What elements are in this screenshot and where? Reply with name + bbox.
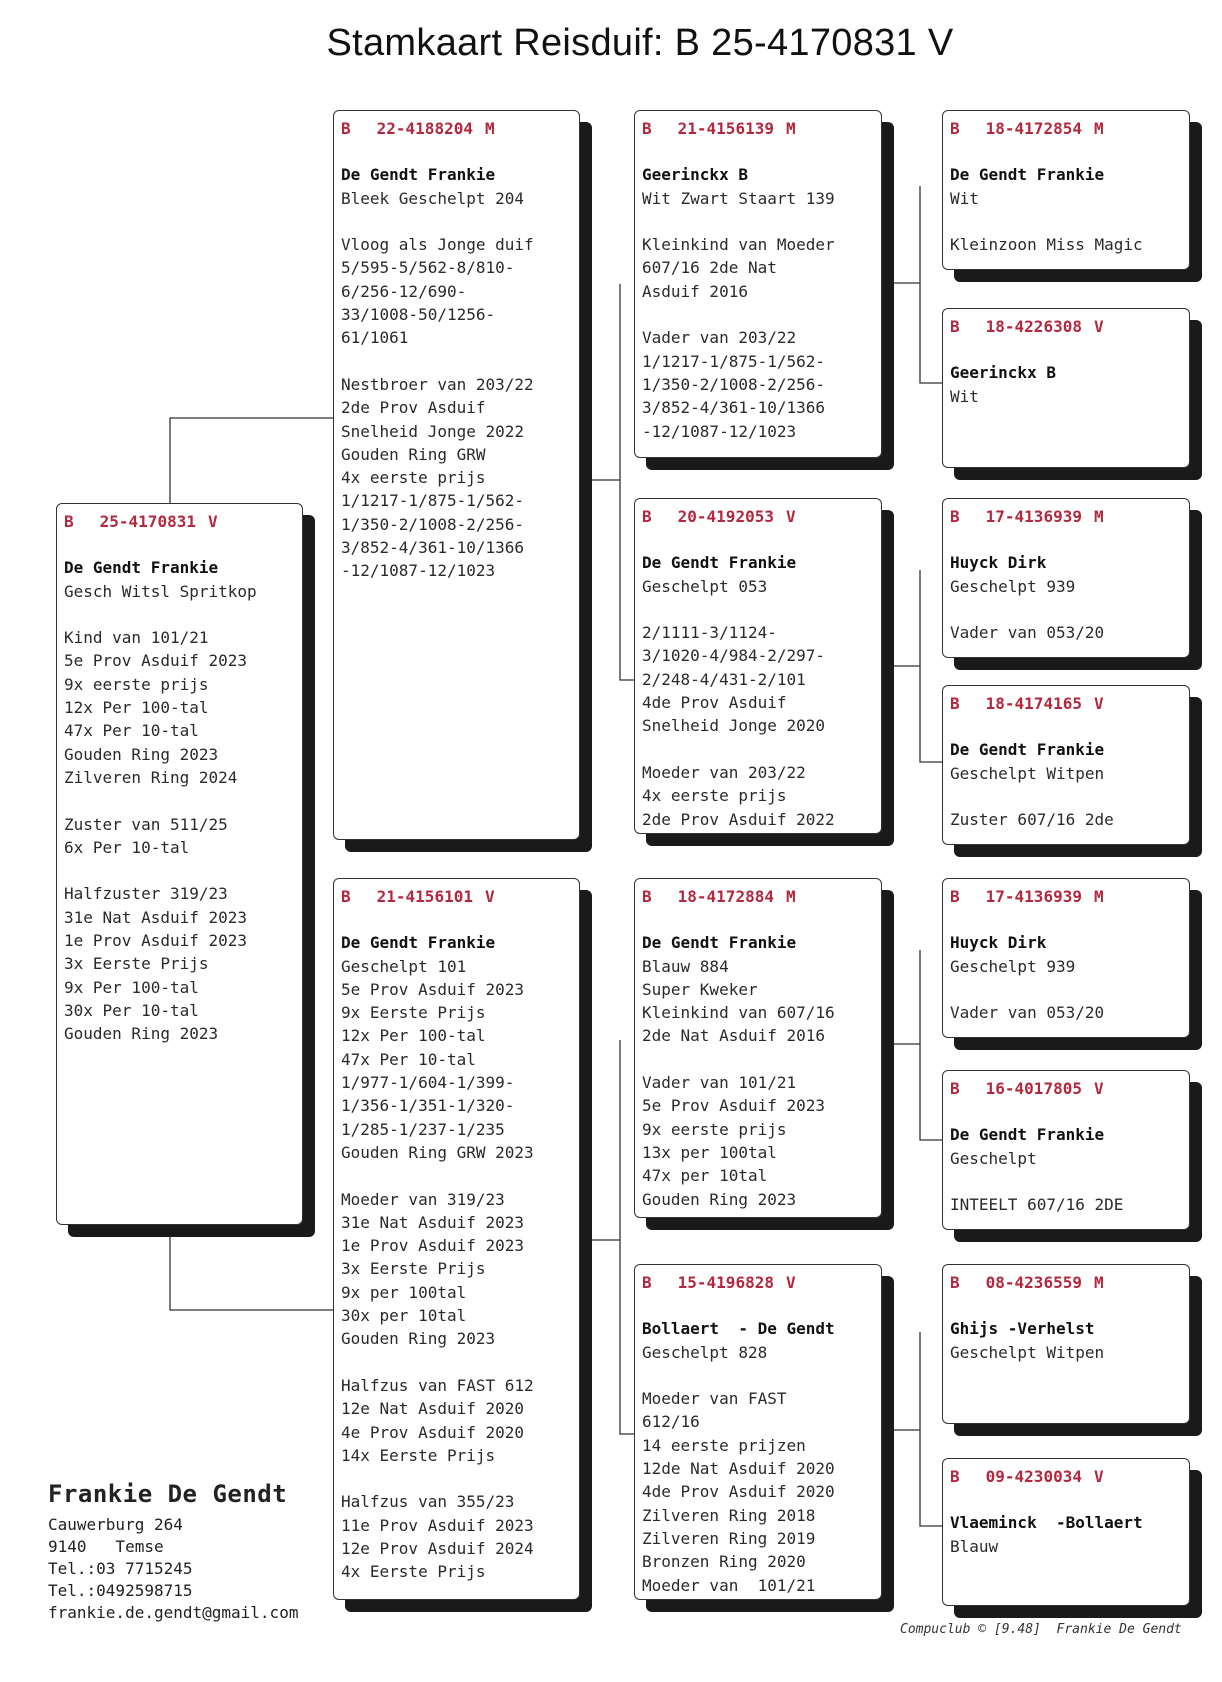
card-header	[950, 505, 1182, 528]
gender-code: V	[484, 887, 495, 906]
card-line	[341, 1351, 572, 1374]
pigeon-card-mmf	[942, 1264, 1190, 1424]
card-line: Super Kweker	[642, 979, 758, 999]
card-line: Geschelpt 939	[950, 956, 1076, 976]
country-code: B	[950, 694, 960, 713]
card-line: 11e Prov Asduif 2023	[341, 1515, 534, 1535]
card-header	[642, 1271, 874, 1294]
ring-number: 08-4236559	[985, 1273, 1082, 1292]
card-line	[642, 598, 874, 621]
card-header	[950, 1465, 1182, 1488]
breeder-name: Geerinckx B	[950, 363, 1056, 383]
card-line: Zilveren Ring 2018	[642, 1505, 816, 1525]
card-line: 31e Nat Asduif 2023	[64, 907, 248, 927]
card-line	[64, 859, 295, 882]
card-line: 5e Prov Asduif 2023	[341, 979, 525, 999]
card-line: 1e Prov Asduif 2023	[341, 1236, 525, 1256]
card-line: 612/16	[642, 1412, 700, 1432]
card-line: 607/16 2de Nat	[642, 258, 777, 278]
card-line: 1/1217-1/875-1/562-	[341, 491, 525, 511]
card-line: INTEELT 607/16 2DE	[950, 1195, 1124, 1215]
card-line	[642, 1364, 874, 1387]
card-line: Moeder van 319/23	[341, 1189, 505, 1209]
gender-code: V	[785, 1273, 796, 1292]
card-line: 30x per 10tal	[341, 1306, 467, 1326]
card-line: 12e Nat Asduif 2020	[341, 1399, 525, 1419]
ring-number: 18-4174165	[985, 694, 1082, 713]
card-line: 4e Prov Asduif 2020	[341, 1422, 525, 1442]
breeder-name: Ghijs -Verhelst	[950, 1319, 1095, 1339]
card-line: Geschelpt	[950, 1148, 1037, 1168]
card-line: Wit	[950, 386, 979, 406]
card-line: 1e Prov Asduif 2023	[64, 931, 248, 951]
card-line	[950, 210, 1182, 233]
card-line: 9x eerste prijs	[642, 1119, 787, 1139]
breeder-name: Huyck Dirk	[950, 933, 1047, 953]
card-line: -12/1087-12/1023	[642, 421, 797, 441]
card-line: 31e Nat Asduif 2023	[341, 1212, 525, 1232]
card-line: Moeder van FAST	[642, 1389, 787, 1409]
card-line	[642, 303, 874, 326]
card-header	[950, 117, 1182, 140]
card-line: 13x per 100tal	[642, 1142, 777, 1162]
breeder-name: Vlaeminck -Bollaert	[950, 1513, 1143, 1533]
ring-number: 25-4170831	[99, 512, 196, 531]
gender-code: V	[785, 507, 796, 526]
card-line: 12de Nat Asduif 2020	[642, 1459, 835, 1479]
gender-code: V	[1093, 1079, 1104, 1098]
card-line: Gesch Witsl Spritkop	[64, 581, 257, 601]
card-line: 2de Nat Asduif 2016	[642, 1026, 826, 1046]
gender-code: V	[1093, 317, 1104, 336]
card-line	[950, 1170, 1182, 1193]
card-header	[950, 885, 1182, 908]
pigeon-card-fff	[942, 110, 1190, 270]
pigeon-card-mother	[333, 878, 580, 1600]
card-line: Wit	[950, 188, 979, 208]
ring-number: 09-4230034	[985, 1467, 1082, 1486]
card-line	[64, 789, 295, 812]
breeder-name: De Gendt Frankie	[64, 558, 219, 578]
card-line: 33/1008-50/1256-	[341, 305, 496, 325]
breeder-name: De Gendt Frankie	[341, 933, 496, 953]
pigeon-card-subject	[56, 503, 303, 1225]
ring-number: 18-4226308	[985, 317, 1082, 336]
pigeon-card-father-mother	[634, 498, 882, 834]
country-code: B	[950, 1079, 960, 1098]
breeder-name: De Gendt Frankie	[642, 553, 797, 573]
card-line: 47x Per 10-tal	[341, 1049, 476, 1069]
card-line: 2de Prov Asduif	[341, 398, 486, 418]
breeder-name: De Gendt Frankie	[950, 1125, 1105, 1145]
breeder-name: De Gendt Frankie	[341, 165, 496, 185]
card-line: Geschelpt 828	[642, 1342, 768, 1362]
card-line: 9x per 100tal	[341, 1282, 467, 1302]
pigeon-card-father	[333, 110, 580, 840]
card-line: 5/595-5/562-8/810-	[341, 258, 515, 278]
card-line: Gouden Ring 2023	[64, 1024, 219, 1044]
card-line: Blauw	[950, 1536, 999, 1556]
card-line: Zilveren Ring 2024	[64, 767, 238, 787]
card-line: 4x eerste prijs	[642, 786, 787, 806]
card-header	[950, 315, 1182, 338]
owner-city: 9140 Temse	[48, 1537, 164, 1556]
country-code: B	[341, 119, 351, 138]
card-line: 12x Per 100-tal	[64, 698, 209, 718]
card-line: Geschelpt Witpen	[950, 1342, 1105, 1362]
country-code: B	[950, 1273, 960, 1292]
breeder-name: De Gendt Frankie	[950, 165, 1105, 185]
card-header	[950, 1271, 1182, 1294]
card-line: 1/350-2/1008-2/256-	[642, 374, 826, 394]
card-line: Vader van 203/22	[642, 328, 797, 348]
ring-number: 17-4136939	[985, 887, 1082, 906]
owner-phone: Tel.:03 7715245	[48, 1559, 193, 1578]
gender-code: M	[785, 887, 796, 906]
ring-number: 21-4156139	[677, 119, 774, 138]
country-code: B	[341, 887, 351, 906]
card-line: Wit Zwart Staart 139	[642, 188, 835, 208]
card-line	[950, 978, 1182, 1001]
card-line: Vader van 101/21	[642, 1073, 797, 1093]
owner-address: Cauwerburg 264	[48, 1515, 183, 1534]
page-title: Stamkaart Reisduif: B 25-4170831 V	[326, 22, 954, 64]
pigeon-card-mmm	[942, 1458, 1190, 1606]
card-line	[341, 210, 572, 233]
gender-code: V	[1093, 1467, 1104, 1486]
card-line: Kleinkind van Moeder	[642, 235, 835, 255]
ring-number: 20-4192053	[677, 507, 774, 526]
card-line	[950, 785, 1182, 808]
card-line: Gouden Ring GRW	[341, 444, 486, 464]
card-line: Geschelpt 101	[341, 956, 467, 976]
card-line: 1/285-1/237-1/235	[341, 1119, 505, 1139]
card-line: 4x Eerste Prijs	[341, 1562, 486, 1582]
card-line: 3x Eerste Prijs	[64, 954, 209, 974]
owner-name: Frankie De Gendt	[48, 1480, 288, 1508]
card-line: 9x Eerste Prijs	[341, 1003, 486, 1023]
card-line	[341, 350, 572, 373]
card-header	[642, 505, 874, 528]
card-line	[642, 210, 874, 233]
country-code: B	[950, 1467, 960, 1486]
country-code: B	[950, 119, 960, 138]
pigeon-card-father-father	[634, 110, 882, 458]
ring-number: 15-4196828	[677, 1273, 774, 1292]
card-header	[341, 117, 572, 140]
gender-code: V	[207, 512, 218, 531]
country-code: B	[642, 119, 652, 138]
card-line: 6x Per 10-tal	[64, 837, 190, 857]
pigeon-card-mother-mother	[634, 1264, 882, 1600]
pigeon-card-mfm	[942, 1070, 1190, 1230]
card-line: 14x Eerste Prijs	[341, 1445, 496, 1465]
card-line: 9x Per 100-tal	[64, 977, 199, 997]
card-line: 4de Prov Asduif 2020	[642, 1482, 835, 1502]
country-code: B	[642, 507, 652, 526]
pigeon-card-fmf	[942, 498, 1190, 658]
card-line: Halfzus van FAST 612	[341, 1375, 534, 1395]
gender-code: M	[1093, 887, 1104, 906]
owner-mobile: Tel.:0492598715	[48, 1581, 193, 1600]
card-line: Gouden Ring 2023	[642, 1189, 797, 1209]
breeder-name: Huyck Dirk	[950, 553, 1047, 573]
card-line: 4de Prov Asduif	[642, 693, 787, 713]
card-line: Kleinkind van 607/16	[642, 1003, 835, 1023]
gender-code: M	[785, 119, 796, 138]
card-header	[642, 885, 874, 908]
country-code: B	[642, 1273, 652, 1292]
footer-credit: Compuclub © [9.48] Frankie De Gendt	[900, 1622, 1182, 1637]
card-line: 61/1061	[341, 328, 409, 348]
ring-number: 17-4136939	[985, 507, 1082, 526]
card-header	[950, 1077, 1182, 1100]
card-line: 1/350-2/1008-2/256-	[341, 514, 525, 534]
card-line: Gouden Ring GRW 2023	[341, 1142, 534, 1162]
breeder-name: Geerinckx B	[642, 165, 748, 185]
card-line: Kind van 101/21	[64, 628, 209, 648]
breeder-name: De Gendt Frankie	[950, 740, 1105, 760]
card-line: Vloog als Jonge duif	[341, 235, 534, 255]
card-line: Moeder van 203/22	[642, 762, 806, 782]
card-line	[950, 598, 1182, 621]
card-line: 5e Prov Asduif 2023	[642, 1096, 826, 1116]
owner-email[interactable]: frankie.de.gendt@gmail.com	[48, 1603, 299, 1622]
card-header	[341, 885, 572, 908]
card-line: 12e Prov Asduif 2024	[341, 1539, 534, 1559]
card-line: -12/1087-12/1023	[341, 561, 496, 581]
card-line	[341, 1467, 572, 1490]
card-line: 1/356-1/351-1/320-	[341, 1096, 515, 1116]
card-line: Vader van 053/20	[950, 623, 1105, 643]
country-code: B	[642, 887, 652, 906]
ring-number: 22-4188204	[376, 119, 473, 138]
card-line: Snelheid Jonge 2022	[341, 421, 525, 441]
ring-number: 21-4156101	[376, 887, 473, 906]
card-line: Gouden Ring 2023	[341, 1329, 496, 1349]
card-line: Zuster van 511/25	[64, 814, 228, 834]
card-line: 2/248-4/431-2/101	[642, 669, 806, 689]
card-line: Geschelpt 053	[642, 576, 768, 596]
pigeon-card-ffm	[942, 308, 1190, 468]
card-header	[64, 510, 295, 533]
country-code: B	[950, 887, 960, 906]
gender-code: V	[1093, 694, 1104, 713]
owner-block	[48, 1480, 298, 1624]
card-line: 9x eerste prijs	[64, 674, 209, 694]
breeder-name: Bollaert - De Gendt	[642, 1319, 835, 1339]
pigeon-card-fmm	[942, 685, 1190, 845]
card-line: Snelheid Jonge 2020	[642, 716, 826, 736]
card-line	[341, 1164, 572, 1187]
card-line: 4x eerste prijs	[341, 468, 486, 488]
breeder-name: De Gendt Frankie	[642, 933, 797, 953]
card-line: Nestbroer van 203/22	[341, 374, 534, 394]
card-line: 1/977-1/604-1/399-	[341, 1073, 515, 1093]
card-line: Geschelpt 939	[950, 576, 1076, 596]
card-line: Bronzen Ring 2020	[642, 1552, 806, 1572]
gender-code: M	[1093, 119, 1104, 138]
card-line	[642, 738, 874, 761]
card-line: 14 eerste prijzen	[642, 1435, 806, 1455]
card-line	[642, 1048, 874, 1071]
card-line: 3x Eerste Prijs	[341, 1259, 486, 1279]
card-line: Kleinzoon Miss Magic	[950, 235, 1143, 255]
card-line: 30x Per 10-tal	[64, 1000, 199, 1020]
gender-code: M	[484, 119, 495, 138]
card-line: Halfzus van 355/23	[341, 1492, 515, 1512]
card-line: 6/256-12/690-	[341, 281, 467, 301]
ring-number: 16-4017805	[985, 1079, 1082, 1098]
card-line: Blauw 884	[642, 956, 729, 976]
card-header	[950, 692, 1182, 715]
card-line: Moeder van 101/21	[642, 1575, 816, 1595]
card-line: Zilveren Ring 2019	[642, 1528, 816, 1548]
card-line: Asduif 2016	[642, 281, 748, 301]
card-line: 12x Per 100-tal	[341, 1026, 486, 1046]
country-code: B	[950, 317, 960, 336]
card-line: Geschelpt Witpen	[950, 763, 1105, 783]
country-code: B	[950, 507, 960, 526]
card-line: 3/852-4/361-10/1366	[642, 398, 826, 418]
pigeon-card-mff	[942, 878, 1190, 1038]
card-line: Halfzuster 319/23	[64, 884, 228, 904]
ring-number: 18-4172854	[985, 119, 1082, 138]
card-line: 1/1217-1/875-1/562-	[642, 351, 826, 371]
card-line	[64, 603, 295, 626]
card-line: 5e Prov Asduif 2023	[64, 651, 248, 671]
card-line: 2de Prov Asduif 2022	[642, 809, 835, 829]
country-code: B	[64, 512, 74, 531]
card-line: 47x Per 10-tal	[64, 721, 199, 741]
card-line: Vader van 053/20	[950, 1003, 1105, 1023]
card-line: 3/852-4/361-10/1366	[341, 538, 525, 558]
card-line: Gouden Ring 2023	[64, 744, 219, 764]
ring-number: 18-4172884	[677, 887, 774, 906]
gender-code: M	[1093, 1273, 1104, 1292]
card-header	[642, 117, 874, 140]
card-line: 3/1020-4/984-2/297-	[642, 646, 826, 666]
card-line: Bleek Geschelpt 204	[341, 188, 525, 208]
gender-code: M	[1093, 507, 1104, 526]
card-line: Zuster 607/16 2de	[950, 810, 1114, 830]
pigeon-card-mother-father	[634, 878, 882, 1218]
card-line: 2/1111-3/1124-	[642, 623, 777, 643]
card-line: 47x per 10tal	[642, 1166, 768, 1186]
